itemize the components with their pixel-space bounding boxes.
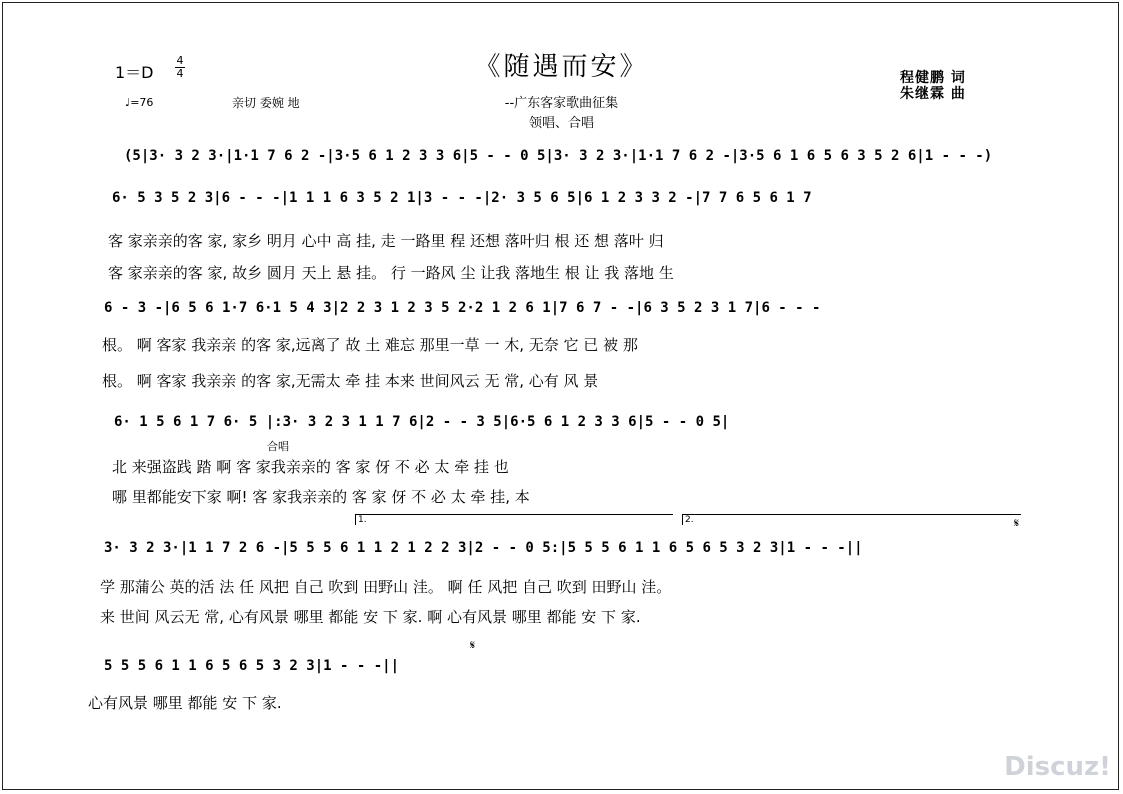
chorus-annotation: 合唱 [267,440,289,453]
composer: 朱继霖 曲 [900,86,966,102]
lyrics-text: 来 世间 风云无 常, 心有风景 哪里 都能 安 下 家. 啊 心有风景 哪里 都能 安 下 家. [100,608,641,626]
notation-line-2 [0,190,1123,216]
notation-text: 3· 3 2 3·|1 1 7 2 6 -|5 5 5 6 1 1 2 1 2 2 3|2 - - 0 5:|5 5 5 6 1 1 6 5 6 5 3 2 3|1 - - -|| [104,540,863,556]
tempo-marking: ♩=76 [125,96,154,109]
volta-label: 2. [685,515,694,525]
meter-top: 4 [176,54,184,67]
song-subtitle: --广东客家歌曲征集 [504,96,619,111]
lyrics-text: 根。 啊 客家 我亲亲 的客 家,无需太 牵 挂 本来 世间风云 无 常, 心有 风 景 [102,372,599,390]
notation-line-5 [0,540,1123,566]
lyrics-text: 根。 啊 客家 我亲亲 的客 家,远离了 故 土 难忘 那里一草 一 木, 无奈 它 已 被 那 [102,336,638,354]
meter-bottom: 4 [176,67,184,80]
key-signature: 1＝D [115,63,154,82]
notation-line-3 [0,300,1123,326]
volta-bracket-1 [355,514,673,525]
volta-bracket-2 [682,514,1021,525]
volta-label: 1. [358,515,367,525]
notation-text: 6 - 3 -|6 5 6 1·7 6·1 5 4 3|2 2 3 1 2 3 5 2·2 1 2 6 1|7 6 7 - -|6 3 5 2 3 1 7|6 - - - [104,300,821,316]
lyrics-text: 心有风景 哪里 都能 安 下 家. [88,694,282,712]
song-title: 《随遇而安》 [474,52,649,82]
lyrics-text: 学 那蒲公 英的活 法 任 风把 自己 吹到 田野山 洼。 啊 任 风把 自己 吹到 田野山 洼。 [100,578,672,596]
lyrics-text: 北 来强盗践 踏 啊 客 家我亲亲的 客 家 伢 不 必 太 牵 挂 也 [112,458,509,476]
notation-text: (5|3· 3 2 3·|1·1 7 6 2 -|3·5 6 1 2 3 3 6|5 - - 0 5|3· 3 2 3·|1·1 7 6 2 -|3·5 6 1 6 5 6 3 5 2 6|1 - - -) [124,148,993,164]
credits [900,70,966,102]
notation-line-1 [0,148,1123,174]
segno-icon: 𝄋 [470,638,476,652]
expression-marking: 亲切 委婉 地 [232,96,300,110]
notation-line-6 [0,658,1123,684]
watermark-logo: Discuz! [1004,752,1111,782]
lyrics-text: 客 家亲亲的客 家, 家乡 明月 心中 高 挂, 走 一路里 程 还想 落叶归 根 还 想 落叶 归 [108,232,664,250]
lyrics-text: 哪 里都能安下家 啊! 客 家我亲亲的 客 家 伢 不 必 太 牵 挂, 本 [112,488,530,506]
notation-text: 6· 1 5 6 1 7 6· 5 |:3· 3 2 3 1 1 7 6|2 - - 3 5|6·5 6 1 2 3 3 6|5 - - 0 5| [114,414,730,430]
segno-icon: 𝄋 [1014,516,1020,530]
notation-text: 6· 5 3 5 2 3|6 - - -|1 1 1 6 3 5 2 1|3 - - -|2· 3 5 6 5|6 1 2 3 3 2 -|7 7 6 5 6 1 7 [112,190,812,206]
song-parts: 领唱、合唱 [528,116,594,131]
lyricist: 程健鹏 词 [900,70,966,86]
notation-text: 5 5 5 6 1 1 6 5 6 5 3 2 3|1 - - -|| [104,658,400,674]
time-signature [175,55,185,80]
notation-line-4 [0,414,1123,440]
lyrics-text: 客 家亲亲的客 家, 故乡 圆月 天上 悬 挂。 行 一路风 尘 让我 落地生 根 让 我 落地 生 [108,264,674,282]
